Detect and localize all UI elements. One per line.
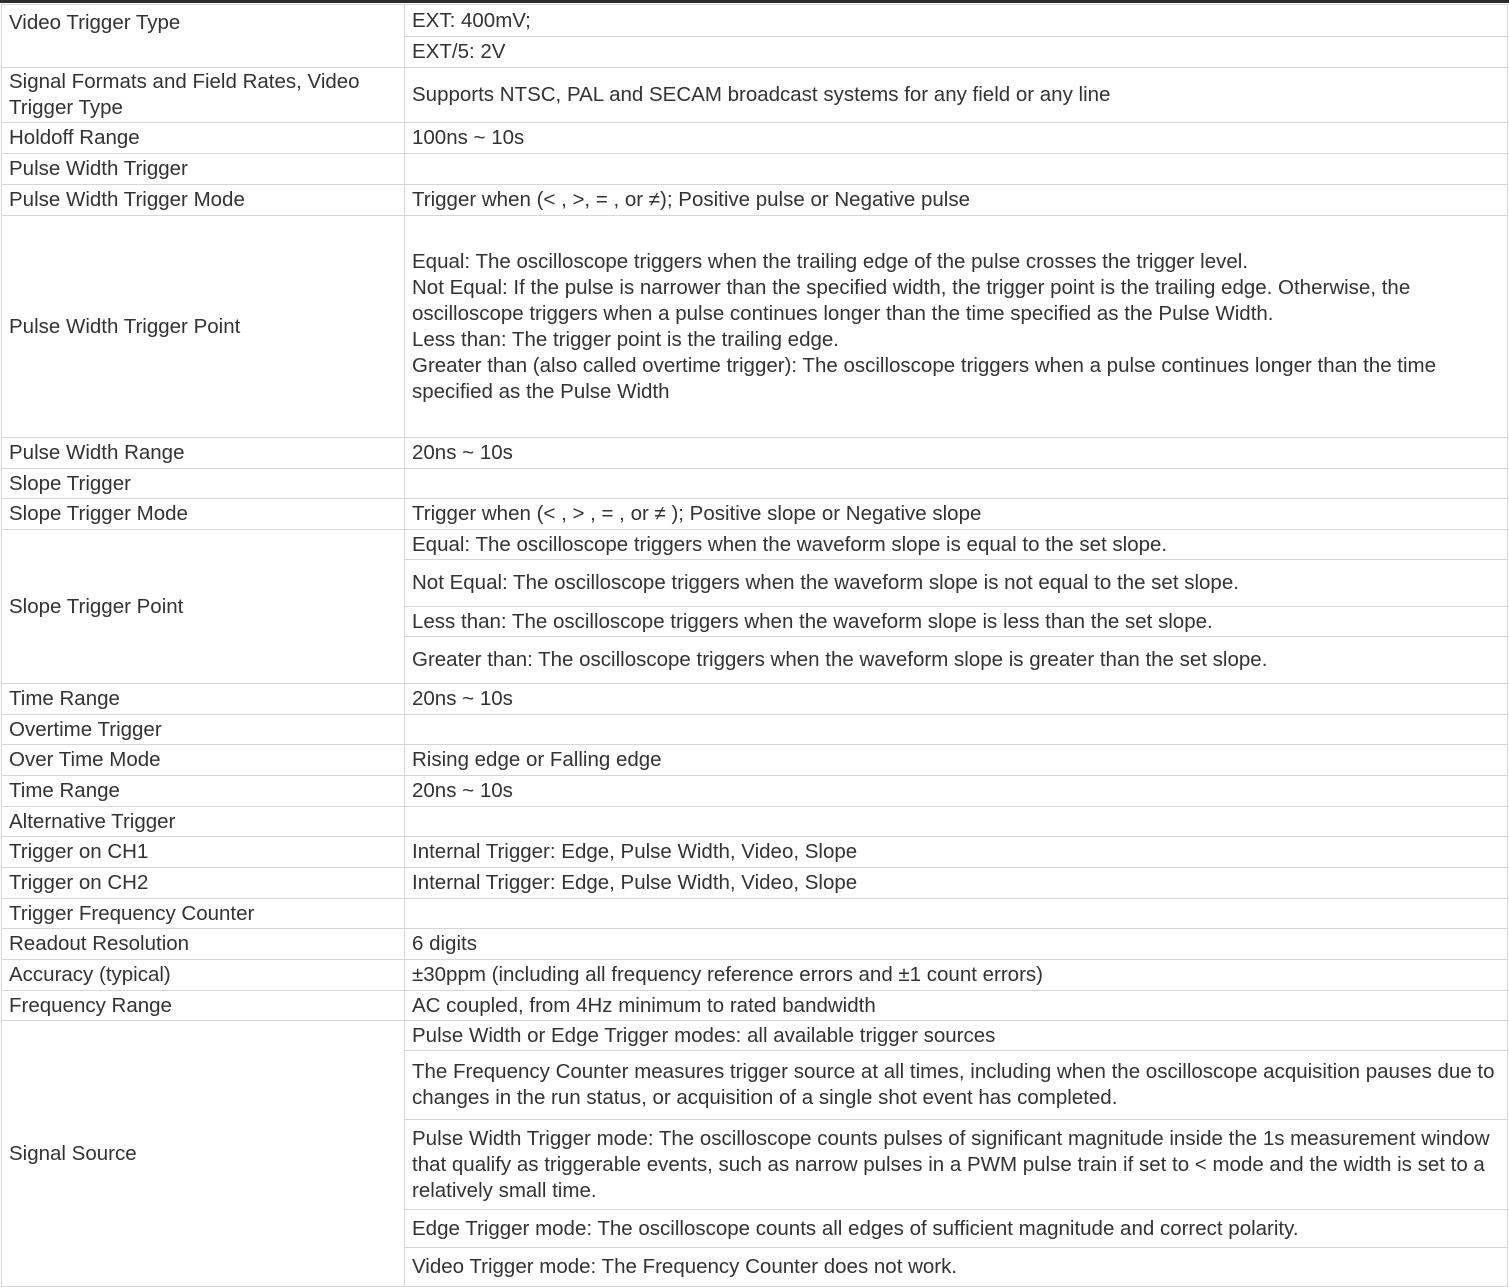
spec-value: Video Trigger mode: The Frequency Counter does not work. (405, 1248, 1508, 1287)
spec-value: 100ns ~ 10s (405, 123, 1508, 154)
spec-label: Signal Formats and Field Rates, Video Trigger Type (2, 68, 405, 123)
spec-value: The Frequency Counter measures trigger source at all times, including when the oscilloscope acquisition pauses due to changes in the run status, or acquisition of a single shot event has completed. (405, 1051, 1508, 1120)
spec-value: Trigger when (< , >, = , or ≠); Positive pulse or Negative pulse (405, 185, 1508, 216)
table-row (2, 1021, 1508, 1051)
spec-label: Accuracy (typical) (2, 960, 405, 991)
spec-label: Slope Trigger Point (2, 530, 405, 684)
spec-value: Not Equal: The oscilloscope triggers when the waveform slope is not equal to the set slope. (405, 560, 1508, 607)
spec-value: Less than: The oscilloscope triggers when the waveform slope is less than the set slope. (405, 607, 1508, 637)
spec-label: Signal Source (2, 1021, 405, 1287)
spec-value: 20ns ~ 10s (405, 684, 1508, 715)
table-row (2, 868, 1508, 899)
table-row (2, 154, 1508, 185)
spec-label: Pulse Width Trigger (2, 154, 405, 185)
spec-label: Slope Trigger (2, 469, 405, 499)
table-row (2, 5, 1508, 37)
spec-table (1, 4, 1508, 1287)
spec-value (405, 216, 1508, 438)
spec-value: 20ns ~ 10s (405, 438, 1508, 469)
table-row (2, 684, 1508, 715)
spec-value: Pulse Width or Edge Trigger modes: all available trigger sources (405, 1021, 1508, 1051)
spec-label: Video Trigger Type (2, 5, 405, 68)
spec-value: ±30ppm (including all frequency reference errors and ±1 count errors) (405, 960, 1508, 991)
spec-value: Internal Trigger: Edge, Pulse Width, Video, Slope (405, 837, 1508, 868)
spec-value: Internal Trigger: Edge, Pulse Width, Video, Slope (405, 868, 1508, 899)
table-row (2, 929, 1508, 960)
spec-label: Pulse Width Trigger Point (2, 216, 405, 438)
spec-value: Edge Trigger mode: The oscilloscope counts all edges of sufficient magnitude and correct polarity. (405, 1210, 1508, 1248)
spec-value (405, 899, 1508, 929)
spec-value: Rising edge or Falling edge (405, 745, 1508, 776)
spec-label: Over Time Mode (2, 745, 405, 776)
table-row (2, 899, 1508, 929)
spec-label: Trigger on CH2 (2, 868, 405, 899)
spec-label: Pulse Width Range (2, 438, 405, 469)
spec-paragraph: Equal: The oscilloscope triggers when the trailing edge of the pulse crosses the trigger level. (412, 249, 1249, 273)
spec-value: 6 digits (405, 929, 1508, 960)
spec-value: EXT/5: 2V (405, 37, 1508, 68)
spec-value: Equal: The oscilloscope triggers when the waveform slope is equal to the set slope. (405, 530, 1508, 560)
spec-label: Time Range (2, 776, 405, 807)
table-row (2, 776, 1508, 807)
spec-value (405, 807, 1508, 837)
spec-label: Frequency Range (2, 991, 405, 1021)
spec-label: Readout Resolution (2, 929, 405, 960)
table-row (2, 68, 1508, 123)
spec-value: 20ns ~ 10s (405, 776, 1508, 807)
spec-label: Trigger Frequency Counter (2, 899, 405, 929)
table-row (2, 185, 1508, 216)
spec-value: Greater than: The oscilloscope triggers when the waveform slope is greater than the set slope. (405, 637, 1508, 684)
table-row (2, 807, 1508, 837)
spec-value (405, 715, 1508, 745)
spec-value: Supports NTSC, PAL and SECAM broadcast systems for any field or any line (405, 68, 1508, 123)
spec-value: AC coupled, from 4Hz minimum to rated bandwidth (405, 991, 1508, 1021)
spec-label: Trigger on CH1 (2, 837, 405, 868)
table-row (2, 499, 1508, 530)
spec-value (405, 154, 1508, 185)
table-row (2, 469, 1508, 499)
table-row (2, 991, 1508, 1021)
table-row (2, 837, 1508, 868)
table-row (2, 745, 1508, 776)
spec-label: Alternative Trigger (2, 807, 405, 837)
top-border (0, 0, 1509, 3)
table-row (2, 216, 1508, 438)
spec-value (405, 469, 1508, 499)
spec-value: Trigger when (< , > , = , or ≠ ); Positive slope or Negative slope (405, 499, 1508, 530)
table-row (2, 715, 1508, 745)
spec-value: Pulse Width Trigger mode: The oscilloscope counts pulses of significant magnitude inside the 1s measurement window that qualify as triggerable events, such as narrow pulses in a PWM pulse train if set to < mode and the width is set to a relatively small time. (405, 1120, 1508, 1210)
spec-label: Slope Trigger Mode (2, 499, 405, 530)
spec-label: Holdoff Range (2, 123, 405, 154)
table-row (2, 530, 1508, 560)
table-row (2, 438, 1508, 469)
spec-paragraph: Less than: The trigger point is the trailing edge. (412, 327, 839, 351)
table-row (2, 123, 1508, 154)
spec-label: Time Range (2, 684, 405, 715)
spec-label: Pulse Width Trigger Mode (2, 185, 405, 216)
spec-label: Overtime Trigger (2, 715, 405, 745)
spec-value: EXT: 400mV; (405, 5, 1508, 37)
table-row (2, 960, 1508, 991)
spec-paragraph: Greater than (also called overtime trigger): The oscilloscope triggers when a pulse continues longer than the time specified as the Pulse Width (412, 353, 1437, 403)
spec-paragraph: Not Equal: If the pulse is narrower than the specified width, the trigger point is the trailing edge. Otherwise, the oscilloscope triggers when a pulse continues longer than the time specified as the Pulse Width. (412, 275, 1411, 325)
